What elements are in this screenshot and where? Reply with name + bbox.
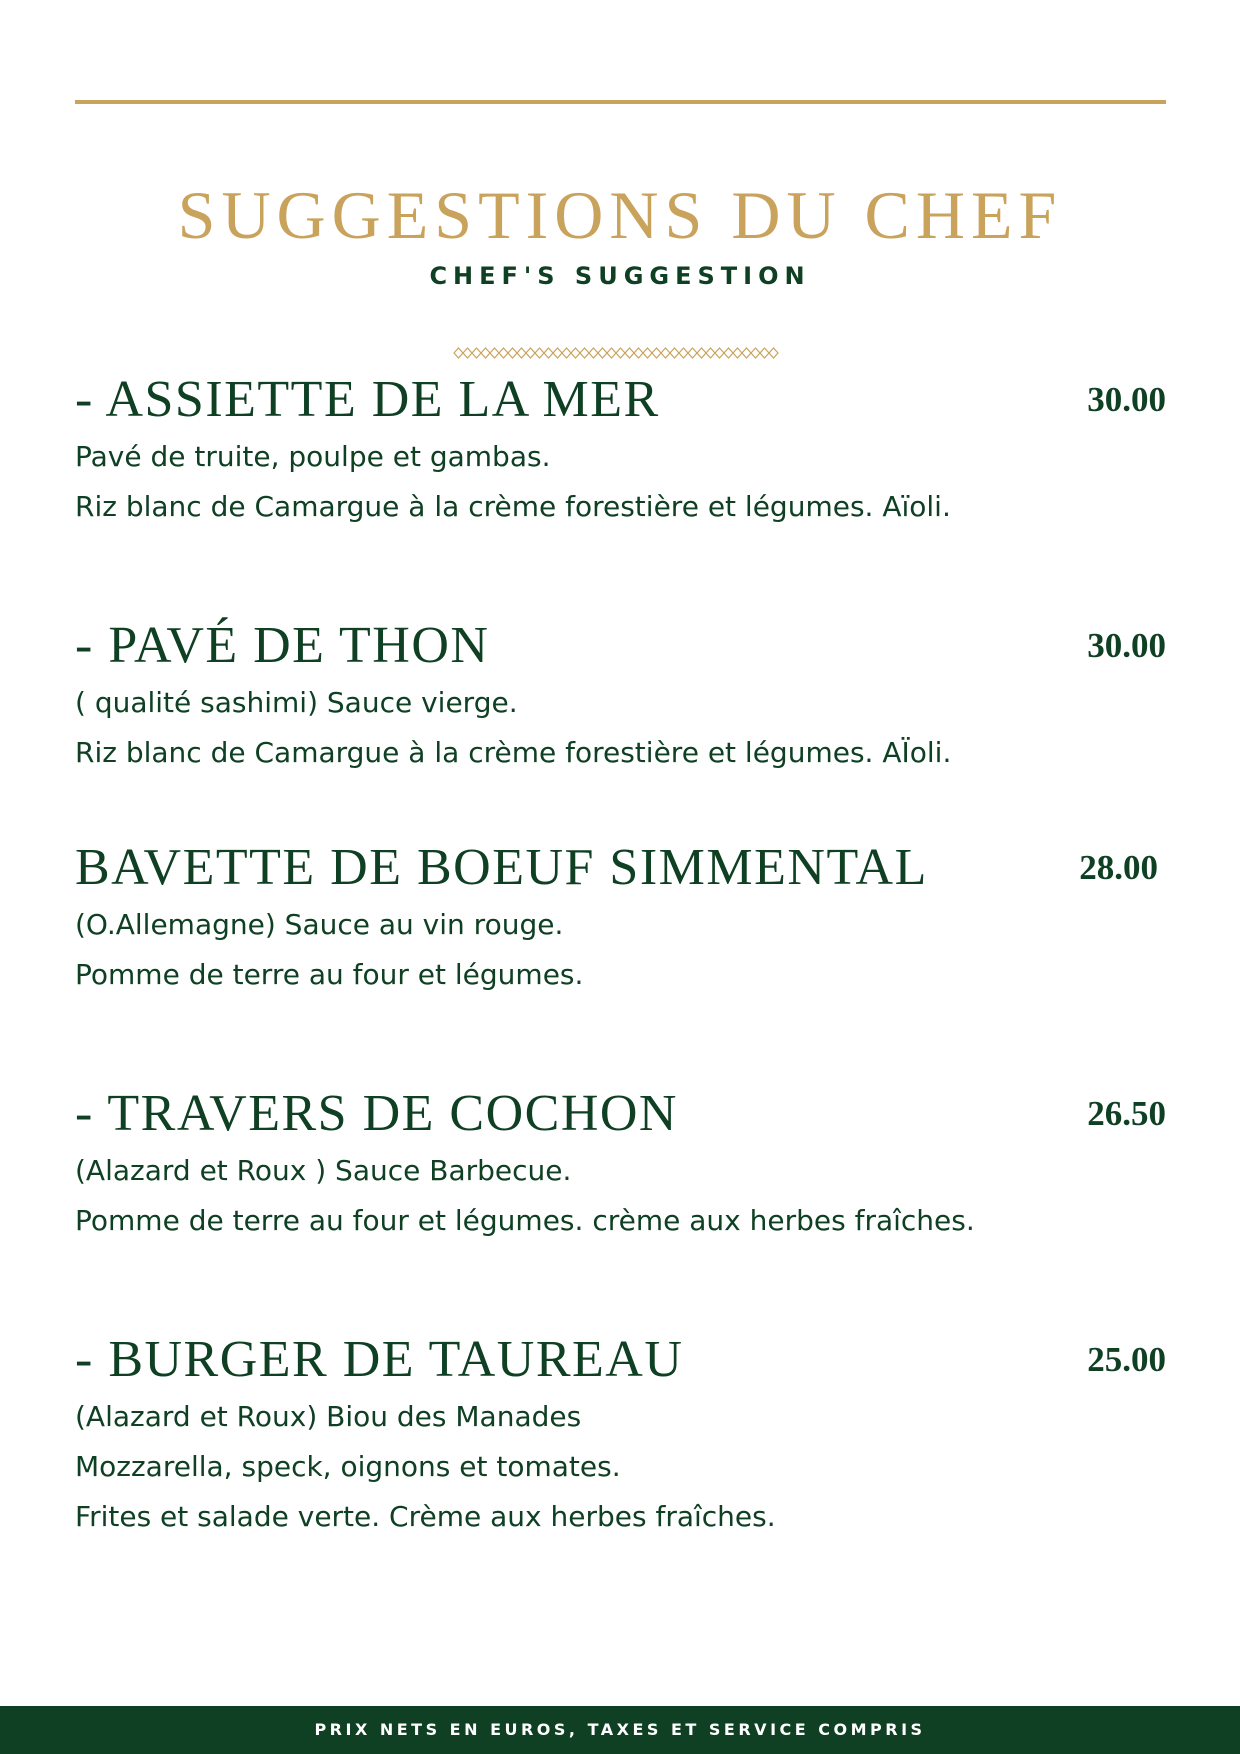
footer-note: PRIX NETS EN EUROS, TAXES ET SERVICE COMPRIS [314,1720,926,1739]
menu-item-price: 30.00 [1087,626,1166,665]
description-line: Pomme de terre au four et légumes. [75,958,584,991]
diamond-ornament-icon [453,347,787,359]
menu-item-price: 30.00 [1087,380,1166,419]
menu-item-price: 25.00 [1087,1340,1166,1379]
menu-item-description [75,1146,975,1246]
description-line: Pomme de terre au four et légumes. crème aux herbes fraîches. [75,1204,975,1237]
menu-item-description [75,900,583,1000]
menu-item [75,616,1166,776]
page-subtitle: CHEF'S SUGGESTION [429,262,811,290]
footer-bar [0,1706,1240,1754]
description-line: Frites et salade verte. Crème aux herbes fraîches. [75,1500,776,1533]
menu-item-name: - PAVÉ DE THON [75,617,490,674]
menu-item-name: - TRAVERS DE COCHON [75,1085,678,1142]
top-gold-rule [75,100,1166,104]
menu-item-price: 28.00 [1079,848,1158,887]
menu-item-price: 26.50 [1087,1094,1166,1133]
description-line: (O.Allemagne) Sauce au vin rouge. [75,908,564,941]
description-line: Mozzarella, speck, oignons et tomates. [75,1450,621,1483]
description-line: ( qualité sashimi) Sauce vierge. [75,686,518,719]
menu-item-description [75,1392,776,1542]
description-line: Riz blanc de Camargue à la crème forestière et légumes. AÏoli. [75,736,952,769]
description-line: Riz blanc de Camargue à la crème forestière et légumes. Aïoli. [75,490,951,523]
menu-item [75,838,1166,998]
menu-item-description [75,432,951,532]
menu-item-description [75,678,951,778]
description-line: (Alazard et Roux) Biou des Manades [75,1400,582,1433]
menu-item [75,1084,1166,1244]
page-title: SUGGESTIONS DU CHEF [177,177,1063,253]
description-line: (Alazard et Roux ) Sauce Barbecue. [75,1154,572,1187]
menu-item-name: - BURGER DE TAUREAU [75,1331,684,1388]
menu-item-name: BAVETTE DE BOEUF SIMMENTAL [75,839,928,896]
menu-item [75,1330,1166,1540]
description-line: Pavé de truite, poulpe et gambas. [75,440,551,473]
menu-item-name: - ASSIETTE DE LA MER [75,371,660,428]
menu-item [75,370,1166,530]
